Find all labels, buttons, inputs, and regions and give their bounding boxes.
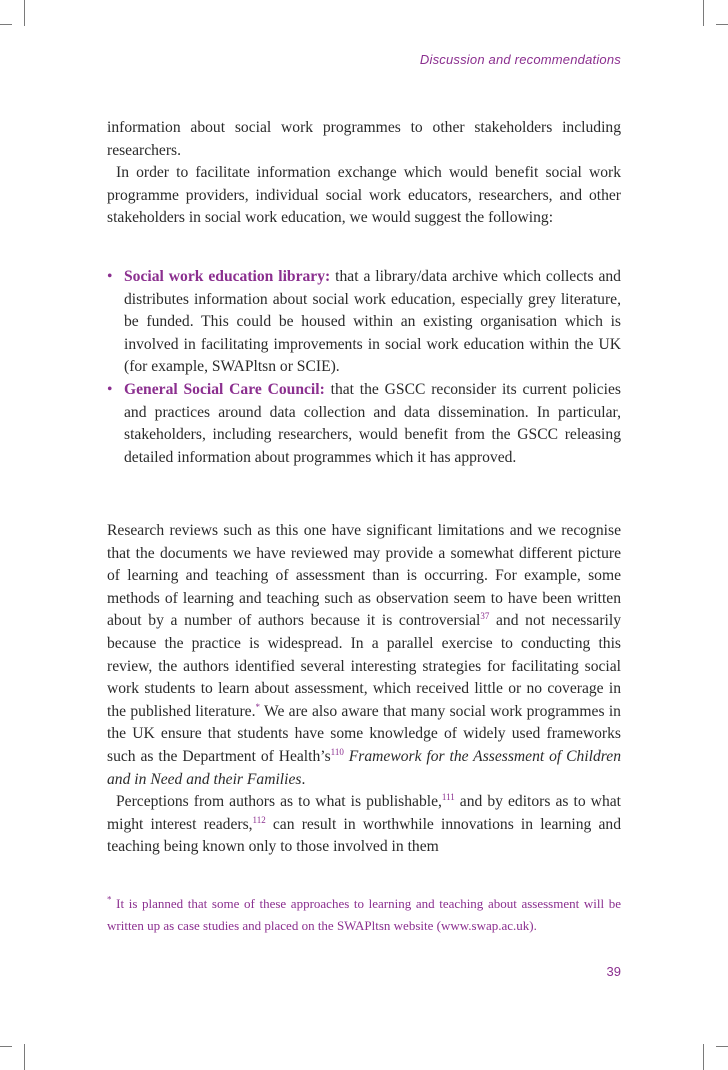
crop-mark [0, 1046, 12, 1047]
crop-mark [716, 24, 728, 25]
body-paragraph [107, 520, 621, 791]
reference-number: 111 [441, 791, 455, 802]
page-number: 39 [606, 964, 621, 979]
intro-paragraph: In order to facilitate information exchange which would benefit social work programme providers, individual social work educators, researchers, and other stakeholders in social work education, we would suggest the following: [107, 164, 621, 227]
running-head: Discussion and recommendations [419, 52, 621, 67]
reference-number: 110 [330, 746, 344, 757]
crop-mark [24, 1044, 25, 1070]
body-text-run: We are also aware that many social work programmes in the UK ensure that students have some knowledge of widely used frameworks such as the Department of Health’s [107, 702, 621, 765]
recommendation-term: Social work education library: [124, 268, 331, 285]
bullet-icon: • [107, 268, 113, 285]
body-paragraph [107, 791, 621, 859]
reference-number: 112 [252, 814, 266, 825]
recommendation-item [107, 379, 621, 469]
body-text [107, 520, 621, 859]
crop-mark [703, 0, 704, 26]
footnote-marker: * [107, 894, 112, 905]
crop-mark [0, 24, 12, 25]
cited-title: Framework for the Assessment of Children and in Need and their Families [107, 747, 621, 788]
bullet-icon: • [107, 380, 113, 398]
body-text-run: and by editors as to what might interest readers, [107, 793, 621, 833]
intro-text [107, 117, 621, 230]
recommendations-list [107, 266, 621, 469]
footnote-marker: * [255, 701, 260, 712]
body-text-run: . [301, 770, 306, 788]
recommendation-text: that the GSCC reconsider its current policies and practices around data collection and data dissemination. In particular, stakeholders, including researchers, would benefit from the GSCC releasing detailed information about programmes which it has approved. [124, 380, 621, 466]
crop-mark [703, 1044, 704, 1070]
intro-paragraph-continued: information about social work programmes to other stakeholders including researchers. [107, 119, 621, 159]
crop-mark [716, 1046, 728, 1047]
body-text-run: Perceptions from authors as to what is publishable, [116, 793, 442, 811]
body-text-run: can result in worthwhile innovations in learning and teaching being known only to those involved in them [107, 815, 621, 856]
footnote-text: It is planned that some of these approaches to learning and teaching about assessment will be written up as case studies and placed on the SWAPltsn website (www.swap.ac.uk). [107, 896, 621, 933]
reference-number: 37 [480, 611, 490, 622]
body-text-run: and not necessarily because the practice is widespread. In a parallel exercise to conducting this review, the authors identified several interesting strategies for facilitating social work students to learn about assessment, which received little or no coverage in the published literature. [107, 612, 621, 720]
crop-mark [24, 0, 25, 26]
body-text-run: Research reviews such as this one have significant limitations and we recognise that the documents we have reviewed may provide a somewhat different picture of learning and teaching of assessment than is occurring. For example, some methods of learning and teaching such as observation seem to have been written about by a number of authors because it is controversial [107, 522, 621, 630]
recommendation-term: General Social Care Council: [124, 380, 325, 398]
footnote [107, 893, 621, 937]
recommendation-text: that a library/data archive which collects and distributes information about social work education, especially grey literature, be funded. This could be housed within an existing organisation which is involved in facilitating improvements in social work education within the UK (for example, SWAPltsn or SCIE). [124, 268, 621, 376]
recommendation-item [107, 266, 621, 379]
